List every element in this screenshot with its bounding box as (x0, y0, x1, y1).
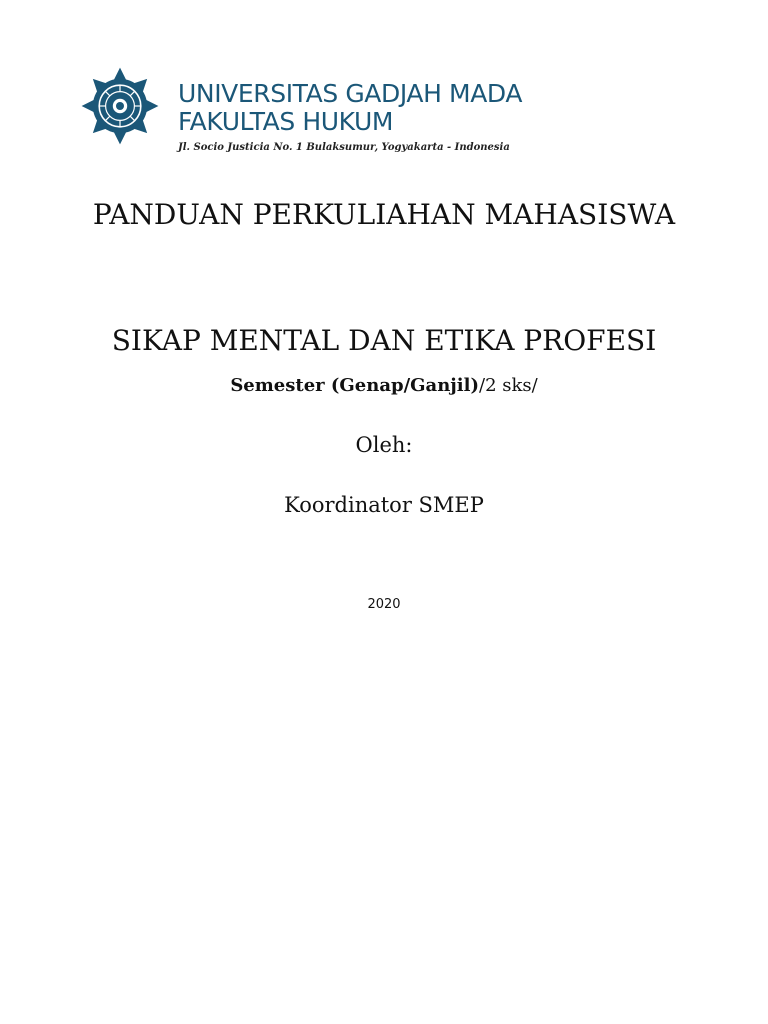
institution-name: UNIVERSITAS GADJAH MADA (178, 79, 523, 108)
university-seal-icon (80, 66, 160, 146)
semester-label: Semester (Genap/Ganjil) (230, 375, 479, 396)
semester-line (0, 374, 768, 398)
document-type-heading: PANDUAN PERKULIAHAN MAHASISWA (92, 198, 676, 231)
author-name: Koordinator SMEP (284, 493, 484, 517)
course-title: SIKAP MENTAL DAN ETIKA PROFESI (111, 324, 657, 357)
faculty-name: FAKULTAS HUKUM (178, 107, 394, 136)
credits-label: /2 sks/ (479, 375, 538, 396)
institution-address: Jl. Socio Justicia No. 1 Bulaksumur, Yogyakarta - Indonesia (178, 142, 510, 153)
publication-year: 2020 (367, 597, 401, 612)
author-prefix: Oleh: (355, 433, 413, 457)
letterhead (80, 66, 523, 158)
